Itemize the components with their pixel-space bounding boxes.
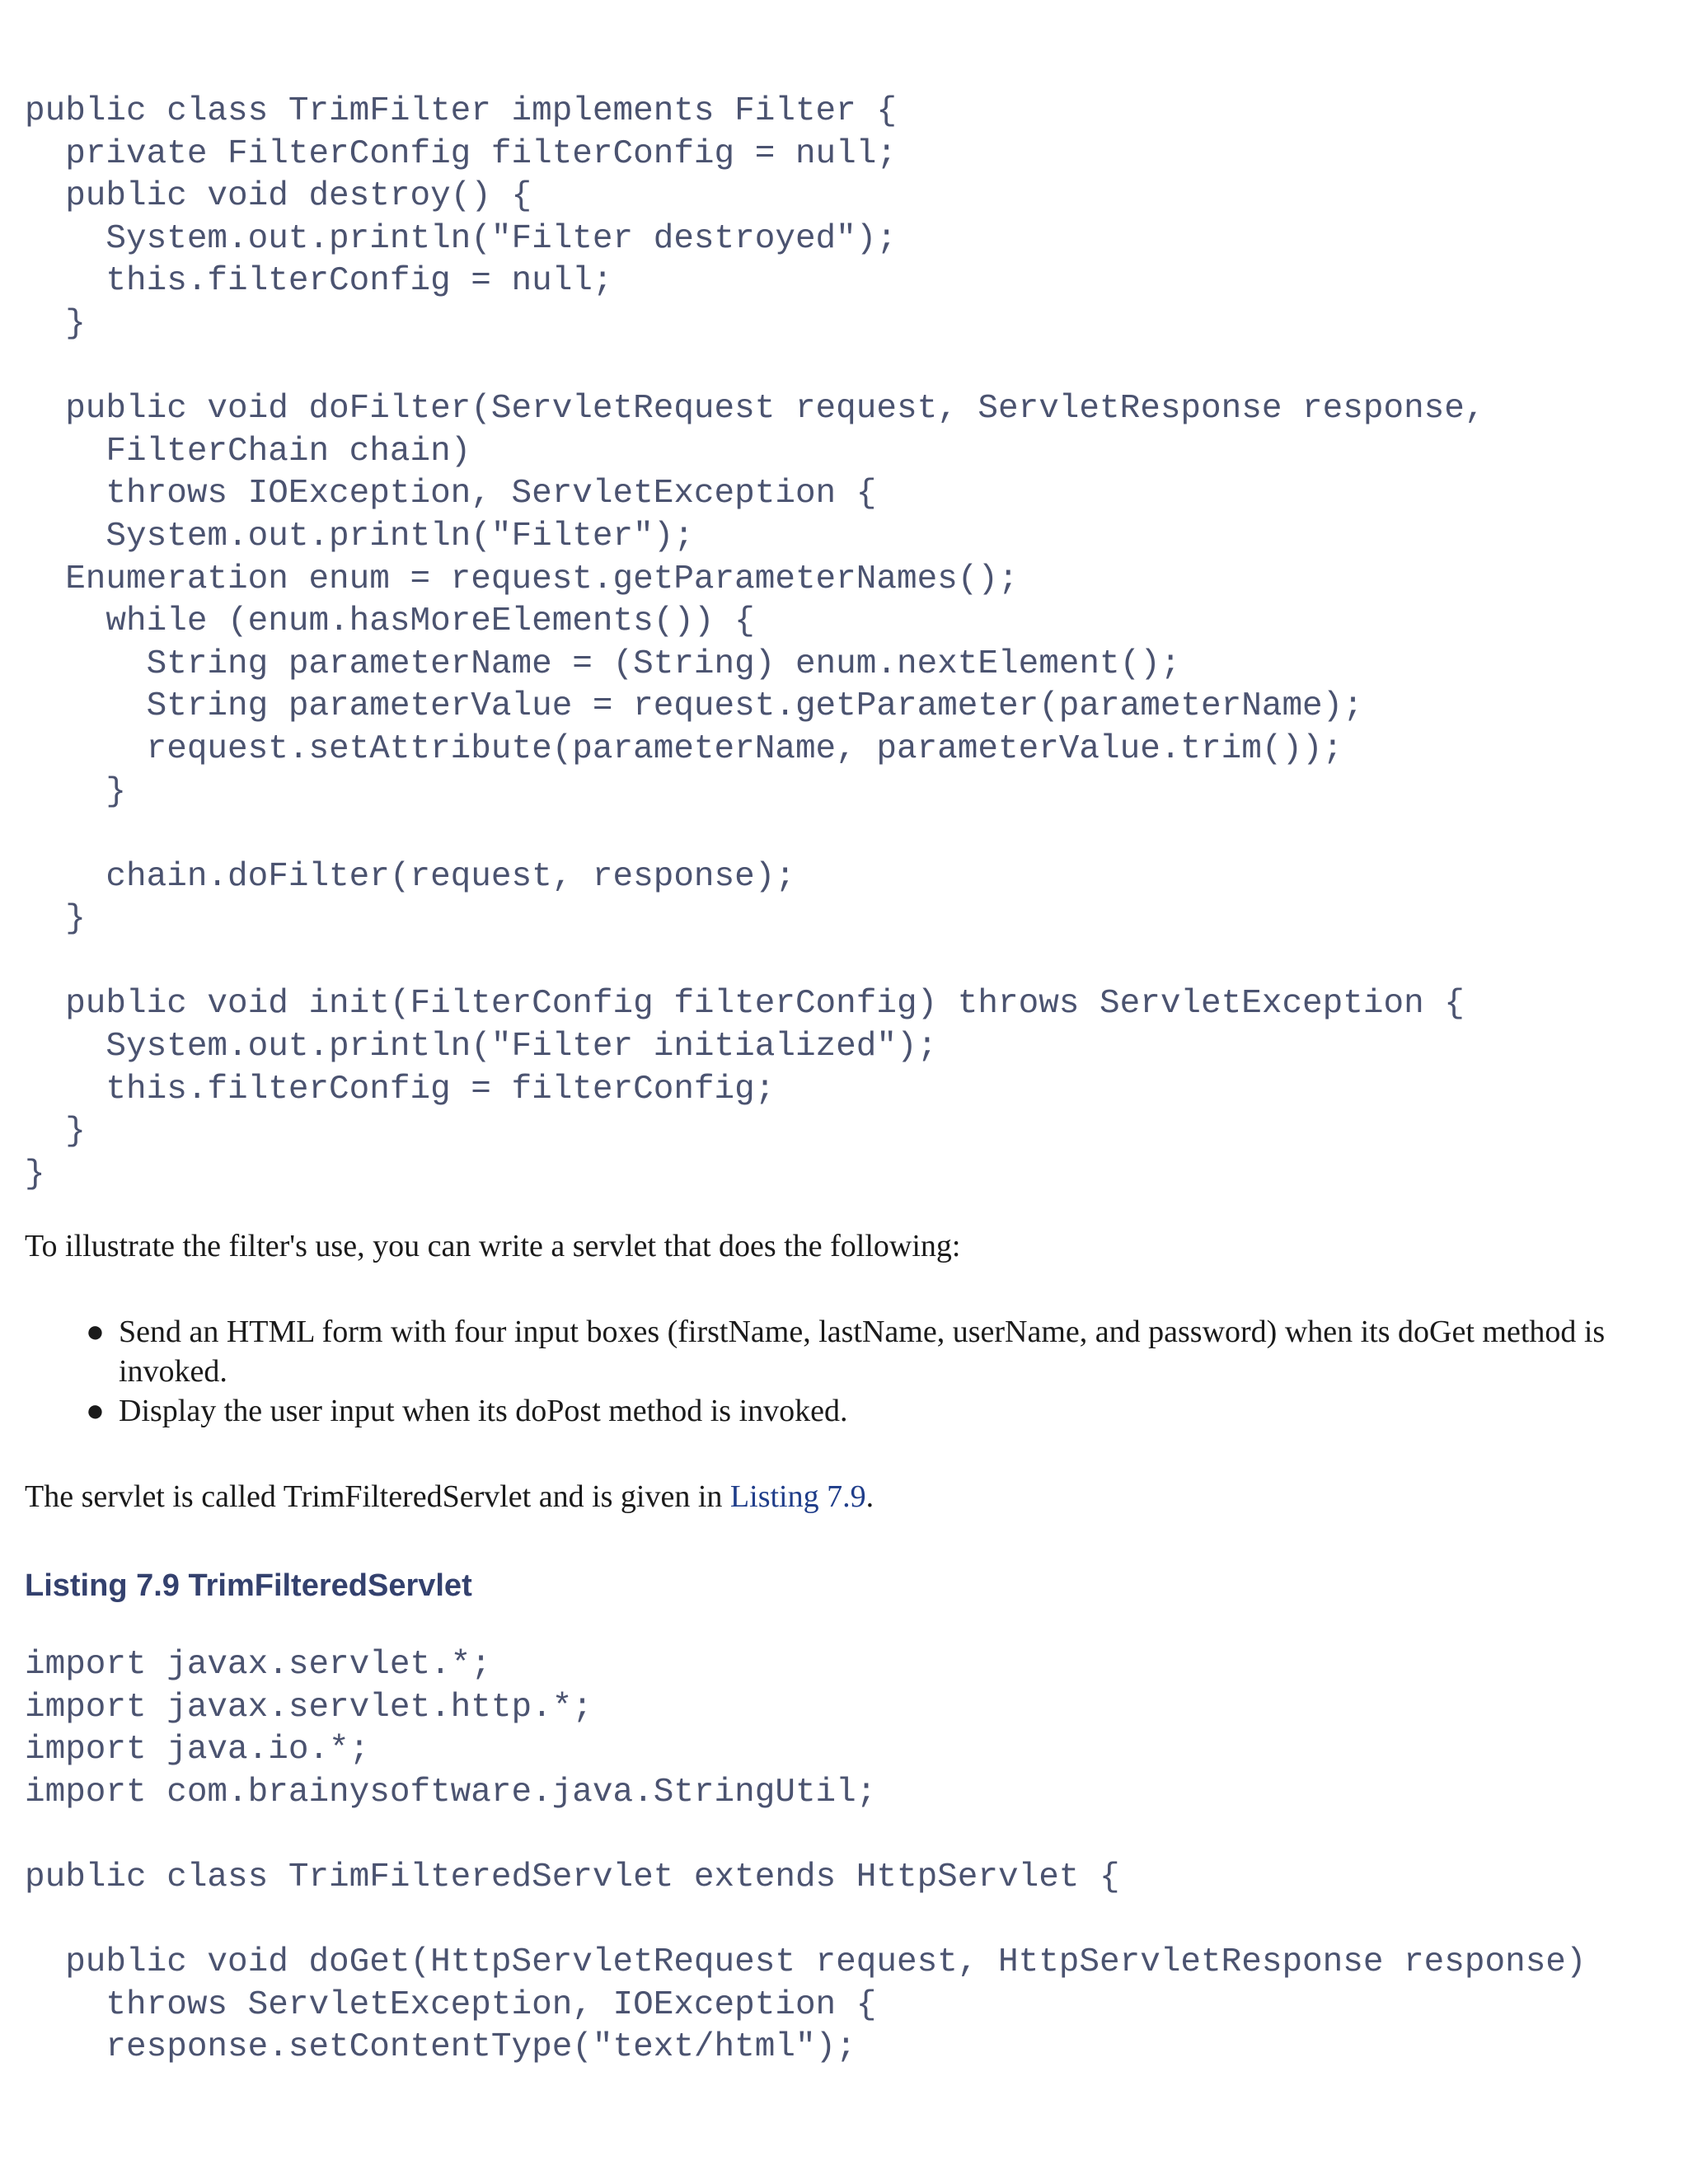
servlet-paragraph-text: The servlet is called TrimFilteredServlet and is given in — [25, 1479, 730, 1514]
list-item-text: Display the user input when its doPost method is invoked. — [119, 1394, 848, 1428]
servlet-paragraph-end: . — [865, 1479, 874, 1514]
list-item-text: Send an HTML form with four input boxes (firstName, lastName, userName, and password) when its doGet method is invoked. — [119, 1315, 1606, 1389]
bullet-icon: ● — [86, 1315, 105, 1349]
intro-paragraph: To illustrate the filter's use, you can write a servlet that does the following: — [25, 1229, 961, 1263]
bullet-icon: ● — [86, 1394, 105, 1428]
list-item — [0, 1391, 1668, 1431]
code-listing-trimfilteredservlet: import javax.servlet.*; import javax.servlet.http.*; import java.io.*; import com.brainysoftware.java.StringUtil; public class TrimFilteredServlet extends HttpServlet { public void doGet(HttpServletRequest request, HttpServletResponse response) throws ServletException, IOException { response.setContentType("text/html"); — [25, 1646, 1587, 2067]
list-item — [0, 1312, 1668, 1391]
servlet-paragraph — [25, 1477, 874, 1516]
code-listing-trimfilter: public class TrimFilter implements Filter { private FilterConfig filterConfig = null; public void destroy() { System.out.println("Filter destroyed"); this.filterConfig = null; } public void doFilter(ServletRequest request, ServletResponse response, FilterChain chain) throws IOException, ServletException { System.out.println("Filter"); Enumeration enum = request.getParameterNames(); while (enum.hasMoreElements()) { String parameterName = (String) enum.nextElement(); String parameterValue = request.getParameter(parameterName); request.setAttribute(parameterName, parameterValue.trim()); } chain.doFilter(request, response); } public void init(FilterConfig filterConfig) throws ServletException { System.out.println("Filter initialized"); this.filterConfig = filterConfig; } } — [25, 92, 1485, 1193]
listing-link[interactable]: Listing 7.9 — [729, 1479, 866, 1514]
listing-heading: Listing 7.9 TrimFilteredServlet — [25, 1568, 472, 1603]
bullet-list — [0, 1312, 1668, 1431]
